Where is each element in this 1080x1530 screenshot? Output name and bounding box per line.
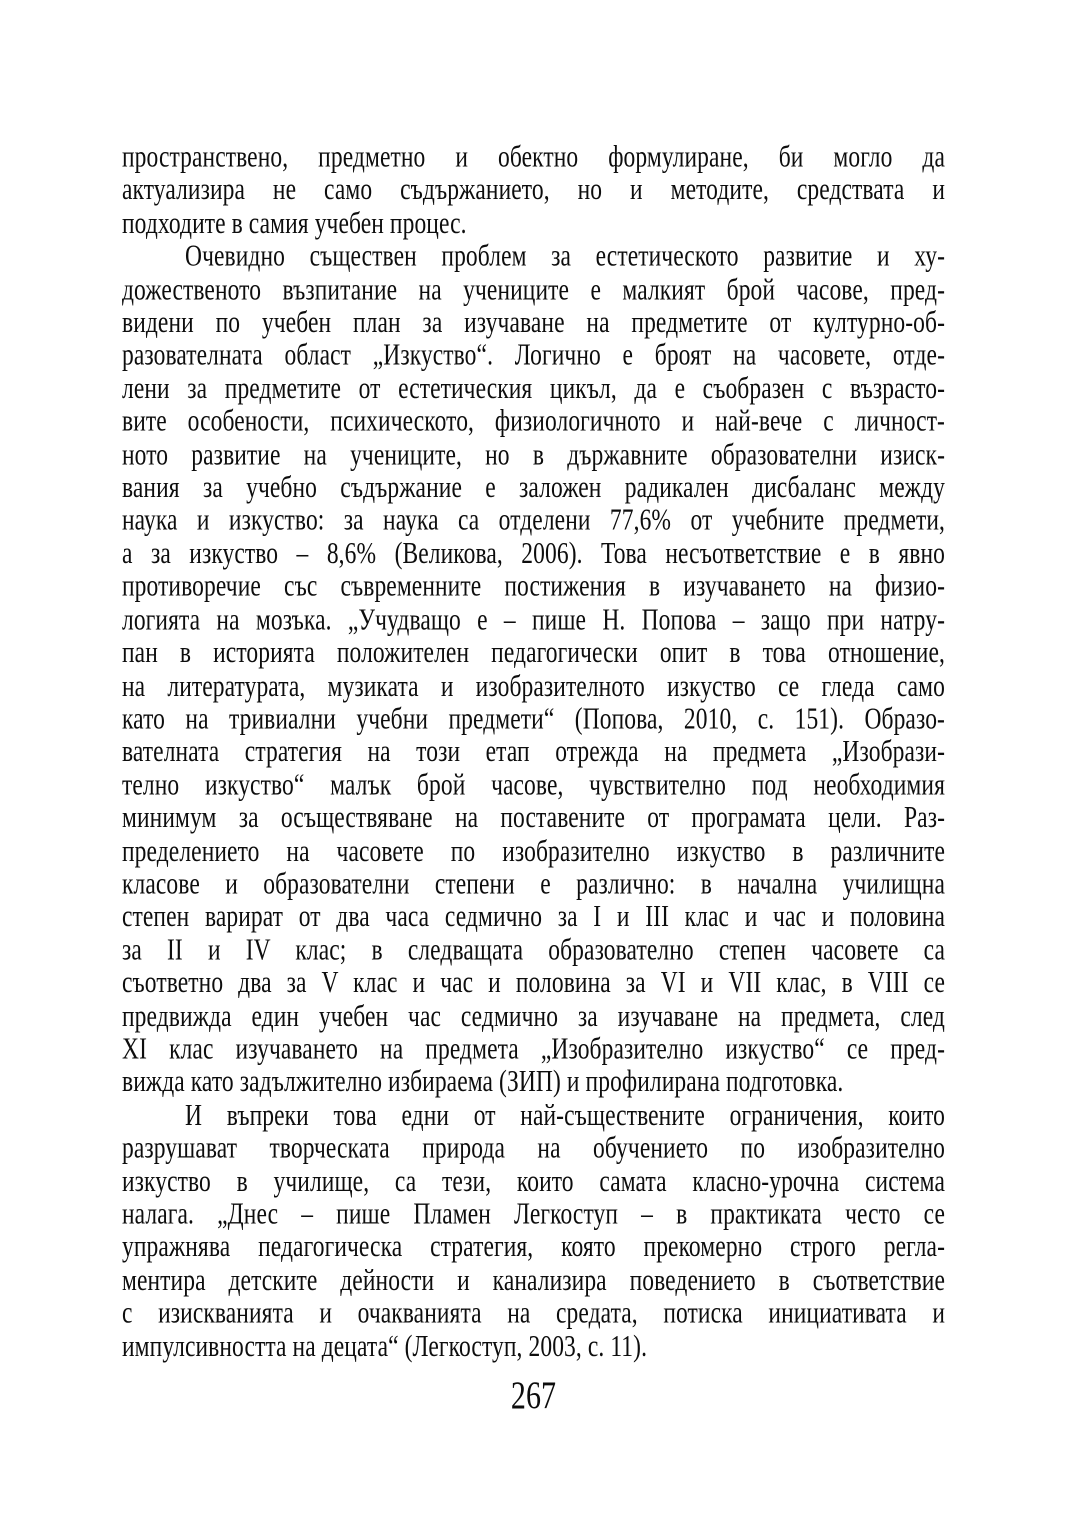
text-line: разователната област „Изкуство“. Логично е броят на часовете, отде- <box>122 338 945 373</box>
text-line: XI клас изучаването на предмета „Изобразително изкуство“ се пред- <box>122 1032 945 1067</box>
text-line: дожественото възпитание на учениците е малкият брой часове, пред- <box>122 272 945 307</box>
page-number: 267 <box>510 1374 557 1418</box>
text-line: импулсивността на децата“ (Легкоступ, 2003, с. 11). <box>122 1329 648 1364</box>
text-line: ното развитие на учениците, но в държавните образователни изиск- <box>122 437 945 472</box>
text-line: упражнява педагогическа стратегия, която прекомерно строго регла- <box>122 1230 945 1265</box>
text-line: логията на мозъка. „Учудващо е – пише Н. Попова – защо при натру- <box>122 603 945 637</box>
text-line: пространствено, предметно и обектно формулиране, би могло да <box>122 140 945 175</box>
text-line: на литературата, музиката и изобразителното изкуство се гледа само <box>122 669 945 703</box>
paragraph <box>122 241 945 1100</box>
text-line: а за изкуство – 8,6% (Великова, 2006). Това несъответствие е в явно <box>122 537 945 571</box>
text-line: актуализира не само съдържанието, но и методите, средствата и <box>122 173 945 208</box>
text-line: пан в историята положителен педагогически опит в това отношение, <box>122 636 945 670</box>
text-line: вижда като задължително избираема (ЗИП) и профилирана подготовка. <box>122 1065 844 1100</box>
text-line: Очевидно съществен проблем за естетическото развитие и ху- <box>185 239 945 274</box>
text-line: пределението на часовете по изобразително изкуство в различните <box>122 834 945 869</box>
text-line: вания за учебно съдържание е заложен радикален дисбаланс между <box>122 470 945 505</box>
text-line: като на тривиални учебни предмети“ (Попова, 2010, с. 151). Образо- <box>122 702 945 736</box>
text-line: наука и изкуство: за наука са отделени 77,6% от учебните предмети, <box>122 504 945 538</box>
text-line: противоречие със съвременните постижения в изучаването на физио- <box>122 570 945 604</box>
text-line: телно изкуство“ малък брой часове, чувствително под необходимия <box>122 768 945 803</box>
text-line: ментира детските дейности и канализира поведението в съответствие <box>122 1263 945 1298</box>
text-line: съответно два за V клас и час и половина за VI и VII клас, в VIII се <box>122 966 945 1001</box>
text-line: минимум за осъществяване на поставените от програмата цели. Раз- <box>122 801 945 836</box>
text-line: с изискванията и очакванията на средата, потиска инициативата и <box>122 1296 945 1331</box>
paragraph <box>122 1100 945 1364</box>
text-line: вателната стратегия на този етап отрежда на предмета „Изобрази- <box>122 735 945 770</box>
text-block <box>122 142 945 1416</box>
text-line: предвижда един учебен час седмично за изучаване на предмета, след <box>122 999 945 1034</box>
text-line: изкуство в училище, са тези, които самата класно-урочна система <box>122 1164 945 1199</box>
text-line: вите особености, психическото, физиологичното и най-вече с личност- <box>122 404 945 439</box>
text-line: разрушават творческата природа на обучението по изобразително <box>122 1131 945 1166</box>
text-line: за II и IV клас; в следващата образователно степен часовете са <box>122 933 945 968</box>
text-line: класове и образователни степени е различно: в начална училищна <box>122 867 945 902</box>
paragraph <box>122 142 945 241</box>
text-line: степен варират от два часа седмично за I и III клас и час и половина <box>122 900 945 935</box>
text-line: И въпреки това едни от най-съществените ограничения, които <box>185 1098 945 1133</box>
text-line: видени по учебен план за изучаване на предметите от културно-об- <box>122 305 945 340</box>
text-line: лени за предметите от естетическия цикъл, да е съобразен с възрасто- <box>122 371 945 406</box>
paragraphs-container <box>122 142 945 1364</box>
text-line: подходите в самия учебен процес. <box>122 206 467 241</box>
text-line: налага. „Днес – пише Пламен Легкоступ – в практиката често се <box>122 1197 945 1232</box>
